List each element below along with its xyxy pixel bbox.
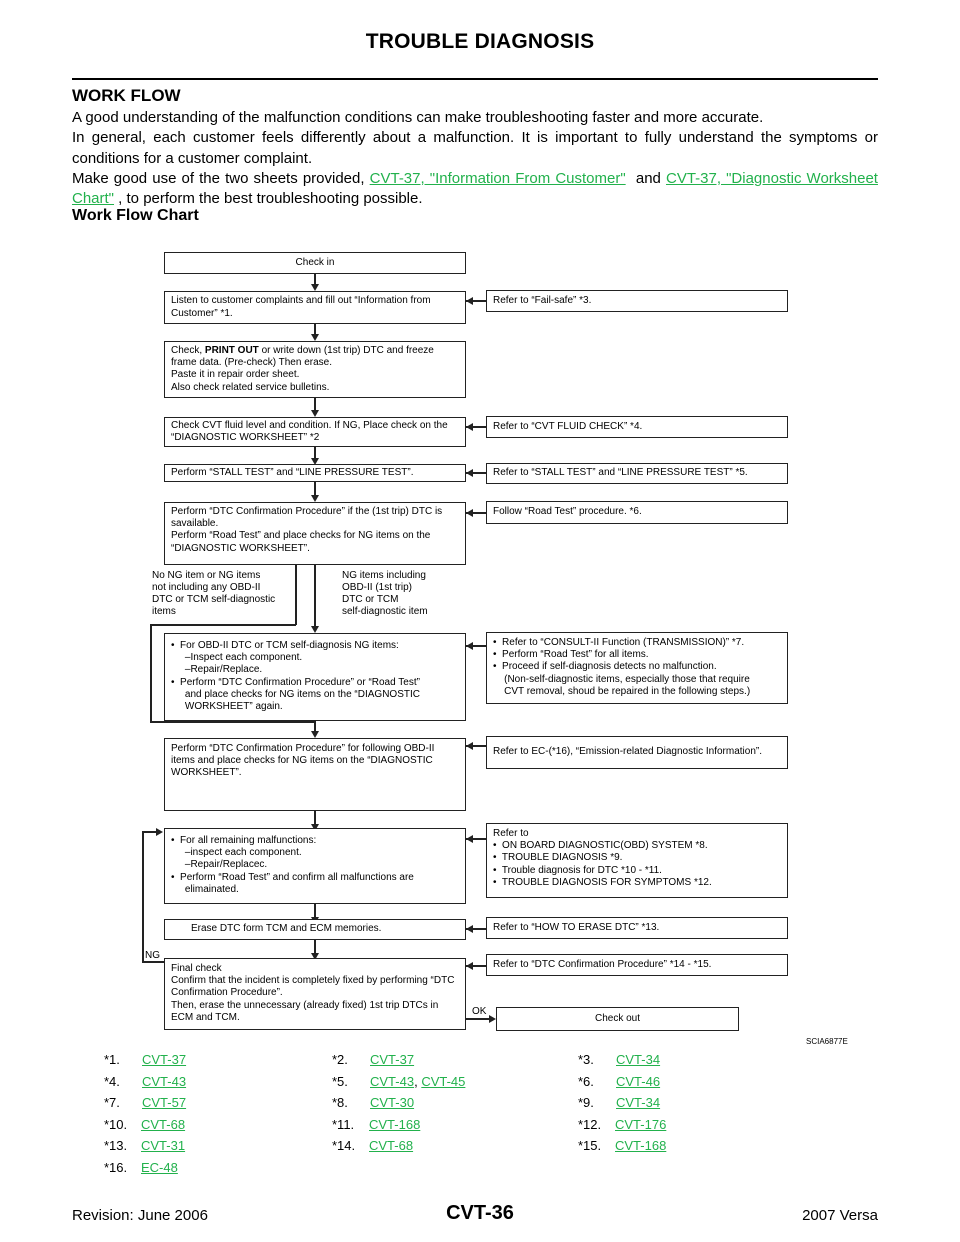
- reference-link[interactable]: CVT-30: [370, 1095, 415, 1111]
- arrow-left: [466, 642, 473, 650]
- box-refer-road-text: Follow “Road Test” procedure. *6.: [493, 506, 642, 518]
- connector-ng-loop: [142, 831, 156, 833]
- box-remaining: [164, 828, 466, 904]
- connector-no-ng: [295, 565, 297, 625]
- reference-number: *2.: [332, 1052, 348, 1067]
- box-refer-erase: [486, 917, 788, 939]
- box-dtc-road-text: Perform “DTC Confirmation Procedure” if the (1st trip) DTC is savailable. Perform “Road Test” and place checks for NG items on the “DIAGNOSTIC WORKSHEET”.: [171, 506, 443, 554]
- arrow-left: [466, 423, 473, 431]
- reference-number: *11.: [332, 1116, 355, 1132]
- reference-item: [104, 1117, 185, 1132]
- box-refer-dtcconf-text: Refer to “DTC Confirmation Procedure” *14 - *15.: [493, 958, 712, 970]
- box-refer-fluid: [486, 416, 788, 438]
- reference-item: [104, 1138, 185, 1153]
- reference-number: *1.: [104, 1052, 120, 1067]
- box-dtc-road-test: [164, 502, 466, 565]
- reference-link[interactable]: CVT-37: [142, 1052, 187, 1067]
- reference-item: [104, 1095, 186, 1110]
- arrow-left: [466, 469, 473, 477]
- page-header-title: TROUBLE DIAGNOSIS: [365, 30, 595, 53]
- reference-link[interactable]: CVT-43: [370, 1073, 415, 1089]
- box-stall-text: Perform “STALL TEST” and “LINE PRESSURE TEST”.: [171, 466, 414, 478]
- box-check-in: [164, 252, 466, 274]
- figure-id: SCIA6877E: [806, 1037, 848, 1046]
- box-refer-stall-text: Refer to “STALL TEST” and “LINE PRESSURE TEST” *5.: [493, 467, 748, 479]
- label-ok: OK: [472, 1006, 487, 1017]
- arrow-down: [311, 495, 319, 502]
- reference-item: [104, 1074, 186, 1089]
- arrow-right: [489, 1015, 496, 1023]
- reference-link[interactable]: CVT-43: [142, 1073, 187, 1089]
- reference-number: *9.: [578, 1095, 594, 1111]
- box-final-check: [164, 958, 466, 1030]
- reference-link[interactable]: CVT-68: [369, 1138, 414, 1154]
- arrow-left: [466, 925, 473, 933]
- reference-number: *10.: [104, 1116, 128, 1132]
- reference-number: *12.: [578, 1116, 602, 1132]
- box-refer-list: [486, 823, 788, 898]
- box-listen: [164, 291, 466, 324]
- reference-number: *4.: [104, 1073, 120, 1089]
- label-no-ng-items: No NG item or NG items not including any OBD-II DTC or TCM self-diagnostic items: [152, 570, 276, 617]
- intro-p3-mid: and: [625, 169, 666, 187]
- footer-model: 2007 Versa: [802, 1207, 878, 1224]
- reference-number: *14.: [332, 1138, 356, 1154]
- section-title: WORK FLOW: [72, 86, 181, 105]
- arrow-right: [156, 828, 163, 836]
- reference-number: *8.: [332, 1095, 348, 1111]
- box-remaining-text: • For all remaining malfunctions: –inspect each component. –Repair/Replacec. • Perform “Road Test” and confirm all malfunctions are elimainated.: [171, 835, 414, 895]
- arrow-left: [466, 742, 473, 750]
- box-print-post: or write down (1st trip) DTC and freeze frame data. (Pre-check) Then erase. Paste it in repair order sheet. Also check related service bulletins.: [171, 345, 434, 393]
- box-fluid-check: [164, 417, 466, 447]
- box-refer-dtc-confirmation: [486, 954, 788, 976]
- arrow-left: [466, 962, 473, 970]
- box-refer-stall: [486, 463, 788, 484]
- label-ng-items: NG items including OBD-II (1st trip) DTC or TCM self-diagnostic item: [342, 570, 428, 617]
- reference-number: *5.: [332, 1073, 348, 1089]
- connector-no-ng: [150, 624, 152, 722]
- reference-link[interactable]: CVT-31: [141, 1138, 186, 1154]
- reference-item: [578, 1138, 666, 1153]
- box-listen-text: Listen to customer complaints and fill out “Information from Customer” *1.: [171, 295, 431, 319]
- box-refer-road-test: [486, 501, 788, 524]
- arrow-left: [466, 297, 473, 305]
- box-print-out: [164, 341, 466, 398]
- reference-link[interactable]: CVT-45: [421, 1073, 466, 1089]
- link-diagnostic-worksheet-chart[interactable]: CVT-37, "Diagnostic Worksheet Chart": [72, 169, 878, 208]
- reference-item: [578, 1074, 660, 1089]
- box-check-in-text: Check in: [295, 256, 335, 268]
- reference-link[interactable]: CVT-168: [615, 1138, 667, 1154]
- box-obd-text: • For OBD-II DTC or TCM self-diagnosis NG items: –Inspect each component. –Repair/Replace. • Perform “DTC Confirmation Procedure” or “Road Test” and place checks for NG items on the “DIAGNOSTIC WORKSHEET” again.: [171, 640, 420, 713]
- reference-item: [332, 1117, 420, 1132]
- arrow-left: [466, 509, 473, 517]
- connector-ng-items: [314, 565, 316, 628]
- intro-p3-before: Make good use of the two sheets provided,: [72, 169, 370, 187]
- box-refer-consult-text: • Refer to “CONSULT-II Function (TRANSMISSION)” *7. • Perform “Road Test” for all items. • Proceed if self-diagnosis detects no malfunction. (Non-self-diagnostic items, especially those that require CVT removal, shoud be repaired in the following steps.): [493, 637, 751, 697]
- reference-number: *13.: [104, 1138, 128, 1154]
- arrow-down: [311, 731, 319, 738]
- link-information-from-customer[interactable]: CVT-37, "Information From Customer": [369, 169, 626, 187]
- box-refer-fluid-text: Refer to “CVT FLUID CHECK” *4.: [493, 420, 643, 432]
- connector-no-ng: [150, 624, 296, 626]
- box-fluid-text: Check CVT fluid level and condition. If NG, Place check on the “DIAGNOSTIC WORKSHEET” *2: [171, 419, 448, 443]
- intro-paragraph-2: In general, each customer feels differently about a malfunction. It is important to fully understand the symptoms or conditions for a customer complaint.: [72, 129, 878, 167]
- reference-item: [332, 1074, 465, 1089]
- arrow-down: [311, 626, 319, 633]
- reference-link[interactable]: CVT-176: [615, 1116, 667, 1132]
- footer-page-number: CVT-36: [446, 1202, 514, 1224]
- box-refer-ec-text: Refer to EC-(*16), “Emission-related Diagnostic Information”.: [493, 746, 762, 758]
- box-erase-text: Erase DTC form TCM and ECM memories.: [191, 923, 382, 935]
- reference-link[interactable]: CVT-34: [616, 1095, 661, 1111]
- box-dtc-following-text: Perform “DTC Confirmation Procedure” for following OBD-II items and place checks for NG items on the “DIAGNOSTIC WORKSHEET”.: [171, 743, 435, 779]
- reference-item: [332, 1138, 413, 1153]
- reference-item: [332, 1095, 414, 1110]
- reference-item: [104, 1052, 186, 1067]
- box-refer-list-text: Refer to • ON BOARD DIAGNOSTIC(OBD) SYSTEM *8. • TROUBLE DIAGNOSIS *9. • Trouble diagnosis for DTC *10 - *11. • TROUBLE DIAGNOSIS FOR SYMPTOMS *12.: [493, 828, 712, 888]
- intro-p3-after: , to perform the best troubleshooting possible.: [114, 190, 423, 208]
- reference-item: [332, 1052, 414, 1067]
- box-check-out: [496, 1007, 739, 1031]
- arrow-left: [466, 835, 473, 843]
- reference-link[interactable]: CVT-168: [369, 1116, 421, 1132]
- connector-ng-loop: [142, 831, 144, 962]
- arrow-down: [311, 410, 319, 417]
- reference-number: *15.: [578, 1138, 602, 1154]
- arrow-down: [311, 284, 319, 291]
- reference-link[interactable]: CVT-46: [616, 1073, 661, 1089]
- reference-number: *16.: [104, 1160, 128, 1175]
- connector-ok: [466, 1018, 490, 1020]
- box-stall-test: [164, 464, 466, 482]
- reference-number: *3.: [578, 1052, 594, 1067]
- box-refer-failsafe: [486, 290, 788, 312]
- connector-no-ng: [150, 721, 315, 723]
- label-ng: NG: [145, 950, 160, 961]
- reference-link[interactable]: EC-48: [141, 1160, 178, 1175]
- reference-separator: ,: [414, 1073, 422, 1089]
- box-check-out-text: Check out: [594, 1012, 641, 1024]
- reference-item: [578, 1117, 666, 1132]
- reference-item: [578, 1095, 660, 1110]
- reference-item: [104, 1160, 178, 1175]
- box-refer-failsafe-text: Refer to “Fail-safe” *3.: [493, 294, 592, 306]
- box-dtc-following: [164, 738, 466, 811]
- box-refer-consult: [486, 632, 788, 704]
- footer-revision: Revision: June 2006: [72, 1207, 208, 1224]
- box-final-text: Final check Confirm that the incident is completely fixed by performing “DTC Confirmation Procedure”. Then, erase the unnecessary (already fixed) 1st trip DTCs in ECM and TCM.: [171, 963, 455, 1023]
- box-refer-erase-text: Refer to “HOW TO ERASE DTC” *13.: [493, 921, 660, 933]
- box-print-bold: PRINT OUT: [204, 345, 259, 356]
- box-print-pre: Check,: [171, 345, 205, 356]
- box-refer-ec: [486, 736, 788, 769]
- box-obd-items: [164, 633, 466, 721]
- reference-link[interactable]: CVT-34: [616, 1052, 661, 1067]
- box-erase-dtc: [164, 919, 466, 940]
- reference-link[interactable]: CVT-37: [370, 1052, 415, 1067]
- reference-number: *7.: [104, 1095, 120, 1111]
- chart-title: Work Flow Chart: [72, 207, 199, 224]
- reference-link[interactable]: CVT-68: [141, 1116, 186, 1132]
- reference-item: [578, 1052, 660, 1067]
- reference-number: *6.: [578, 1073, 594, 1089]
- intro-paragraph-1: A good understanding of the malfunction conditions can make troubleshooting faster and more accurate.: [72, 109, 764, 126]
- arrow-down: [311, 334, 319, 341]
- reference-link[interactable]: CVT-57: [142, 1095, 187, 1111]
